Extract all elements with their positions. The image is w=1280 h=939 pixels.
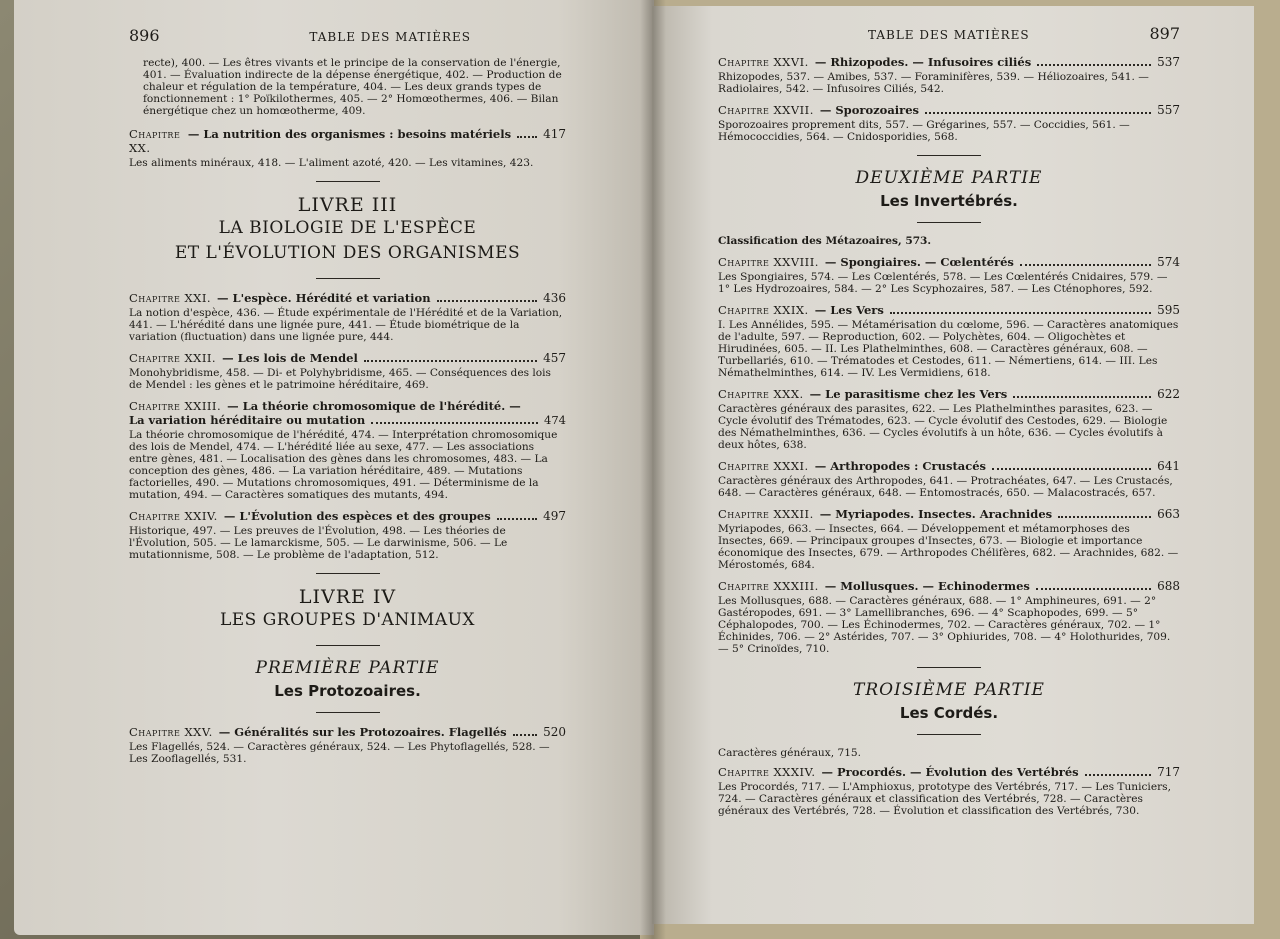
chapter-title: — Spongiaires. — Cœlentérés	[824, 255, 1014, 269]
chapter-label: Chapitre XXXIII.	[718, 579, 819, 593]
toc-entry	[718, 387, 1180, 451]
chapter-heading	[718, 255, 1180, 269]
chapter-title-continued: La variation héréditaire ou mutation	[129, 413, 366, 427]
chapter-page-number: 557	[1157, 103, 1180, 117]
chapter-subjects: Les Mollusques, 688. — Caractères généraux, 688. — 1° Amphineures, 691. — 2° Gastéropodes, 691. — 3° Lamellibranches, 696. — 4° Scaphopodes, 699. — 5° Céphalopodes, 700. — Les Échinodermes, 702. — Caractères généraux, 702. — 1° Échinides, 706. — 2° Astérides, 707. — 3° Ophiurides, 708. — 4° Holothurides, 709. — 5° Crinoïdes, 710.	[718, 595, 1171, 655]
chapter-subjects: Les Flagellés, 524. — Caractères généraux, 524. — Les Phytoflagellés, 528. — Les Zooflagellés, 531.	[129, 741, 550, 765]
left-chapter-list-b	[129, 291, 566, 561]
section-rule	[316, 181, 380, 182]
right-running-title: TABLE DES MATIÈRES	[868, 28, 1030, 42]
chapter-heading	[129, 399, 566, 413]
toc-entry	[718, 765, 1180, 817]
chapter-label: Chapitre XXV.	[129, 725, 213, 739]
livre-4-title: LES GROUPES D'ANIMAUX	[219, 610, 476, 630]
dot-leader	[517, 136, 537, 138]
chapter-subjects: Historique, 497. — Les preuves de l'Évolution, 498. — Les théories de l'Évolution, 505. — Le lamarckisme, 505. — Le darwinisme, 506. — Le mutationnisme, 508. — Le problème de l'adaptation, 512.	[129, 525, 508, 561]
chapter-heading-line2	[129, 413, 566, 427]
section-rule	[917, 155, 981, 156]
chapter-page-number: 474	[544, 413, 566, 427]
left-chapter-list-c	[129, 725, 566, 765]
partie-2-subtitle: Les Invertébrés.	[880, 192, 1018, 210]
dot-leader	[925, 112, 1151, 114]
toc-entry	[129, 725, 566, 765]
dot-leader	[1037, 64, 1151, 66]
toc-entry	[129, 399, 566, 501]
dot-leader	[1085, 774, 1151, 776]
chapter-title: — L'espèce. Hérédité et variation	[217, 291, 431, 305]
right-chapter-list-c	[718, 765, 1180, 817]
chapter-label: Chapitre XX.	[129, 127, 181, 155]
chapter-heading	[129, 725, 566, 739]
chapter-label: Chapitre XXVIII.	[718, 255, 819, 269]
dot-leader	[1013, 396, 1151, 398]
toc-entry	[718, 55, 1180, 95]
toc-entry	[718, 507, 1180, 571]
chapter-page-number: 436	[543, 291, 566, 305]
chapter-title: — Arthropodes : Crustacés	[814, 459, 987, 473]
chapter-label: Chapitre XXI.	[129, 291, 212, 305]
dot-leader	[437, 300, 538, 302]
chapter-label: Chapitre XXX.	[718, 387, 804, 401]
chapter-subjects: La théorie chromosomique de l'hérédité, 474. — Interprétation chromosomique des lois de Mendel, 474. — L'hérédité liée au sexe, 477. — Les associations entre gènes, 481. — Localisation des gènes dans les chromosomes, 483. — La conception des gènes, 486. — La variation héréditaire, 489. — Mutations factorielles, 490. — Mutations chromosomiques, 491. — Déterminisme de la mutation, 494. — Caractères somatiques des mutants, 494.	[129, 429, 558, 501]
chapter-title: — La nutrition des organismes : besoins matériels	[187, 127, 512, 141]
chapter-label: Chapitre XXXIV.	[718, 765, 816, 779]
chapter-subjects: Les aliments minéraux, 418. — L'aliment azoté, 420. — Les vitamines, 423.	[129, 157, 534, 169]
chapter-title: — Mollusques. — Echinodermes	[824, 579, 1030, 593]
toc-entry	[718, 579, 1180, 655]
toc-entry	[129, 127, 566, 169]
chapter-title: — Procordés. — Évolution des Vertébrés	[821, 765, 1079, 779]
chapter-label: Chapitre XXII.	[129, 351, 217, 365]
livre-3-number: LIVRE III	[297, 194, 398, 216]
partie-2-intro: Classification des Métazoaires, 573.	[718, 235, 932, 247]
chapter-label: Chapitre XXIII.	[129, 399, 222, 413]
chapter-page-number: 717	[1157, 765, 1180, 779]
partie-3-subtitle: Les Cordés.	[899, 704, 999, 722]
partie-3-intro: Caractères généraux, 715.	[718, 747, 862, 759]
section-rule	[917, 222, 981, 223]
chapter-page-number: 688	[1157, 579, 1180, 593]
dot-leader	[890, 312, 1151, 314]
chapter-title: — Les Vers	[814, 303, 884, 317]
chapter-title: — Les lois de Mendel	[222, 351, 358, 365]
partie-2-title: DEUXIÈME PARTIE	[855, 168, 1043, 188]
left-running-head	[129, 26, 566, 45]
chapter-heading	[718, 303, 1180, 317]
toc-entry	[718, 459, 1180, 499]
chapter-subjects: Caractères généraux des Arthropodes, 641. — Protrachéates, 647. — Les Crustacés, 648. — Caractères généraux, 648. — Entomostracés, 650. — Malacostracés, 657.	[718, 475, 1173, 499]
dot-leader	[497, 518, 537, 520]
section-rule	[316, 573, 380, 574]
livre-4-number: LIVRE IV	[298, 586, 397, 608]
left-running-title: TABLE DES MATIÈRES	[309, 30, 471, 44]
toc-entry	[718, 303, 1180, 379]
continuation-paragraph: recte), 400. — Les êtres vivants et le principe de la conservation de l'énergie, 401. — Évaluation indirecte de la dépense énergétique, 402. — Production de chaleur et régulation de la température, 404. — Les deux grands types de fonctionnement : 1° Poïkilothermes, 405. — 2° Homœothermes, 406. — Bilan énergétique chez un homœotherme, 409.	[143, 57, 562, 117]
chapter-title: — L'Évolution des espèces et des groupes	[223, 509, 491, 523]
chapter-page-number: 417	[543, 127, 566, 141]
chapter-label: Chapitre XXVII.	[718, 103, 814, 117]
section-rule	[316, 645, 380, 646]
chapter-title: — Myriapodes. Insectes. Arachnides	[819, 507, 1053, 521]
left-chapter-list-a	[129, 127, 566, 169]
dot-leader	[371, 422, 538, 424]
chapter-heading	[718, 55, 1180, 69]
chapter-label: Chapitre XXIX.	[718, 303, 809, 317]
dot-leader	[1036, 588, 1151, 590]
toc-entry	[718, 103, 1180, 143]
left-page	[14, 0, 654, 935]
chapter-heading	[718, 507, 1180, 521]
chapter-subjects: Rhizopodes, 537. — Amibes, 537. — Foraminifères, 539. — Héliozoaires, 541. — Radiolaires, 542. — Infusoires Ciliés, 542.	[718, 71, 1149, 95]
toc-entry	[129, 291, 566, 343]
dot-leader	[364, 360, 537, 362]
chapter-label: Chapitre XXXI.	[718, 459, 809, 473]
book-gutter	[640, 0, 666, 939]
chapter-heading	[718, 459, 1180, 473]
chapter-title: — La théorie chromosomique de l'hérédité. —	[227, 399, 521, 413]
chapter-title: — Sporozoaires	[819, 103, 919, 117]
partie-1-subtitle: Les Protozoaires.	[274, 682, 421, 700]
chapter-heading	[129, 351, 566, 365]
chapter-heading	[129, 127, 566, 155]
section-rule	[917, 734, 981, 735]
chapter-page-number: 457	[543, 351, 566, 365]
chapter-label: Chapitre XXVI.	[718, 55, 809, 69]
section-rule	[917, 667, 981, 668]
chapter-heading	[718, 765, 1180, 779]
chapter-label: Chapitre XXXII.	[718, 507, 814, 521]
chapter-heading	[129, 509, 566, 523]
livre-3-title-line1: LA BIOLOGIE DE L'ESPÈCE	[218, 218, 477, 238]
chapter-page-number: 595	[1157, 303, 1180, 317]
chapter-title: — Rhizopodes. — Infusoires ciliés	[814, 55, 1032, 69]
chapter-heading	[129, 291, 566, 305]
chapter-page-number: 574	[1157, 255, 1180, 269]
chapter-title: — Le parasitisme chez les Vers	[809, 387, 1008, 401]
chapter-subjects: Sporozoaires proprement dits, 557. — Grégarines, 557. — Coccidies, 561. — Hémococcidies, 564. — Cnidosporidies, 568.	[718, 119, 1130, 143]
chapter-label: Chapitre XXIV.	[129, 509, 218, 523]
section-rule	[316, 712, 380, 713]
toc-entry	[129, 351, 566, 391]
section-rule	[316, 278, 380, 279]
partie-1-title: PREMIÈRE PARTIE	[255, 658, 440, 678]
chapter-page-number: 663	[1157, 507, 1180, 521]
chapter-title: — Généralités sur les Protozoaires. Flagellés	[218, 725, 507, 739]
toc-entry	[718, 255, 1180, 295]
chapter-subjects: Myriapodes, 663. — Insectes, 664. — Développement et métamorphoses des Insectes, 669. — Principaux groupes d'Insectes, 673. — Biologie et importance économique des Insectes, 679. — Arthropodes Chélifères, 682. — Arachnides, 682. — Mérostomés, 684.	[718, 523, 1179, 571]
right-chapter-list-a	[718, 55, 1180, 143]
chapter-page-number: 641	[1157, 459, 1180, 473]
chapter-subjects: Monohybridisme, 458. — Di- et Polyhybridisme, 465. — Conséquences des lois de Mendel : les gènes et le patrimoine héréditaire, 469.	[129, 367, 551, 391]
chapter-subjects: La notion d'espèce, 436. — Étude expérimentale de l'Hérédité et de la Variation, 441. — L'hérédité dans une lignée pure, 441. — Étude biométrique de la variation (fluctuation) dans une lignée pure, 444.	[129, 307, 563, 343]
chapter-heading	[718, 103, 1180, 117]
chapter-page-number: 622	[1157, 387, 1180, 401]
toc-entry	[129, 509, 566, 561]
right-page-number: 897	[1149, 24, 1180, 43]
chapter-heading	[718, 579, 1180, 593]
chapter-subjects: Caractères généraux des parasites, 622. — Les Plathelminthes parasites, 623. — Cycle évolutif des Trématodes, 623. — Cycle évolutif des Cestodes, 629. — Biologie des Némathelminthes, 636. — Cycles évolutifs à un hôte, 636. — Cycles évolutifs à deux hôtes, 638.	[718, 403, 1168, 451]
chapter-page-number: 520	[543, 725, 566, 739]
dot-leader	[992, 468, 1151, 470]
chapter-page-number: 497	[543, 509, 566, 523]
chapter-page-number: 537	[1157, 55, 1180, 69]
partie-3-title: TROISIÈME PARTIE	[853, 680, 1045, 700]
dot-leader	[513, 734, 537, 736]
dot-leader	[1020, 264, 1151, 266]
chapter-subjects: I. Les Annélides, 595. — Métamérisation du cœlome, 596. — Caractères anatomiques de l'adulte, 597. — Reproduction, 602. — Polychètes, 604. — Oligochètes et Hirudinées, 605. — II. Les Plathelminthes, 608. — Caractères généraux, 608. — Turbellariés, 610. — Trématodes et Cestodes, 611. — Némertiens, 614. — III. Les Némathelminthes, 614. — IV. Les Vermidiens, 618.	[718, 319, 1179, 379]
dot-leader	[1058, 516, 1151, 518]
right-running-head	[718, 24, 1180, 43]
chapter-subjects: Les Spongiaires, 574. — Les Cœlentérés, 578. — Les Cœlentérés Cnidaires, 579. — 1° Les Hydrozoaires, 584. — 2° Les Scyphozaires, 587. — Les Cténophores, 592.	[718, 271, 1168, 295]
left-page-number: 896	[129, 26, 160, 45]
right-chapter-list-b	[718, 255, 1180, 655]
chapter-heading	[718, 387, 1180, 401]
chapter-subjects: Les Procordés, 717. — L'Amphioxus, prototype des Vertébrés, 717. — Les Tuniciers, 724. — Caractères généraux et classification des Vertébrés, 728. — Caractères généraux des Vertébrés, 728. — Évolution et classification des Vertébrés, 730.	[718, 781, 1171, 817]
right-page	[652, 6, 1254, 924]
livre-3-title-line2: ET L'ÉVOLUTION DES ORGANISMES	[174, 243, 521, 263]
